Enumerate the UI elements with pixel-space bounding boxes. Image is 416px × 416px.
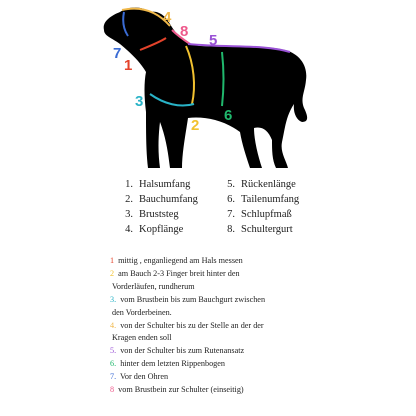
note-text: von der Schulter bis zum Rutenansatz xyxy=(120,346,245,356)
legend-item-7 xyxy=(222,208,342,222)
note-text: vom Brustbein bis zum Bauchgurt zwischen xyxy=(120,294,266,304)
legend-number: 6. xyxy=(227,194,235,205)
note-text: den Vorderbeinen. xyxy=(112,307,172,317)
note-line xyxy=(110,358,410,371)
legend-text: Schultergurt xyxy=(241,224,293,235)
note-text: Vorderläufen, rundherum xyxy=(112,281,195,291)
note-number: 2 xyxy=(110,268,115,278)
legend-number: 2. xyxy=(125,194,133,205)
legend-number: 8. xyxy=(227,224,235,235)
note-text: mittig , enganliegend am Hals messen xyxy=(118,256,243,265)
legend-item-8 xyxy=(222,223,342,237)
diagram-label-2: 2 xyxy=(191,117,200,134)
diagram-label-6: 6 xyxy=(224,107,233,124)
note-number: 5. xyxy=(110,346,117,356)
note-text: vom Brustbein zur Schulter (einseitig) xyxy=(118,385,244,395)
legend-text: Rückenlänge xyxy=(241,179,296,190)
note-line xyxy=(110,332,410,345)
note-line xyxy=(110,345,410,358)
dog-silhouette xyxy=(104,8,307,169)
note-text: von der Schulter bis zu der Stelle an der der xyxy=(120,320,264,330)
legend-item-4 xyxy=(120,223,222,237)
note-line xyxy=(110,307,410,320)
diagram-label-7: 7 xyxy=(113,45,122,62)
note-line xyxy=(110,268,410,281)
note-number: 8 xyxy=(110,385,115,395)
diagram-label-4: 4 xyxy=(163,9,172,26)
measurement-legend xyxy=(120,178,416,237)
measurement-instructions xyxy=(110,255,410,397)
note-line xyxy=(110,371,410,384)
note-text: am Bauch 2-3 Finger breit hinter den xyxy=(118,268,240,278)
legend-text: Bauchumfang xyxy=(139,194,198,205)
note-line xyxy=(110,255,410,268)
legend-number: 4. xyxy=(125,224,133,235)
legend-number: 5. xyxy=(227,179,235,190)
legend-text: Kopflänge xyxy=(139,224,184,235)
legend-number: 7. xyxy=(227,209,235,220)
note-number: 3. xyxy=(110,294,117,304)
note-line xyxy=(110,294,410,307)
note-text: Kragen enden soll xyxy=(112,333,172,343)
note-number: 4. xyxy=(110,320,117,330)
legend-item-3 xyxy=(120,208,222,222)
note-line xyxy=(110,384,410,397)
diagram-label-8: 8 xyxy=(180,23,189,40)
diagram-label-3: 3 xyxy=(135,93,144,110)
note-line xyxy=(110,281,410,294)
note-text: hinter dem letzten Rippenbogen xyxy=(120,359,226,369)
diagram-label-5: 5 xyxy=(209,32,218,49)
note-text: Vor den Ohren xyxy=(120,372,169,382)
legend-text: Schlupfmaß xyxy=(241,209,292,220)
legend-text: Tailenumfang xyxy=(241,194,300,205)
legend-item-2 xyxy=(120,193,222,207)
legend-item-6 xyxy=(222,193,342,207)
diagram-label-1: 1 xyxy=(124,57,133,74)
note-number: 1 xyxy=(110,256,115,265)
note-number: 7. xyxy=(110,372,117,382)
legend-item-5 xyxy=(222,178,342,192)
legend-number: 1. xyxy=(125,179,133,190)
legend-text: Bruststeg xyxy=(139,209,179,220)
legend-text: Halsumfang xyxy=(139,179,191,190)
legend-item-1 xyxy=(120,178,222,192)
note-line xyxy=(110,320,410,333)
dog-measurement-diagram xyxy=(0,0,416,175)
note-number: 6. xyxy=(110,359,117,369)
legend-number: 3. xyxy=(125,209,133,220)
